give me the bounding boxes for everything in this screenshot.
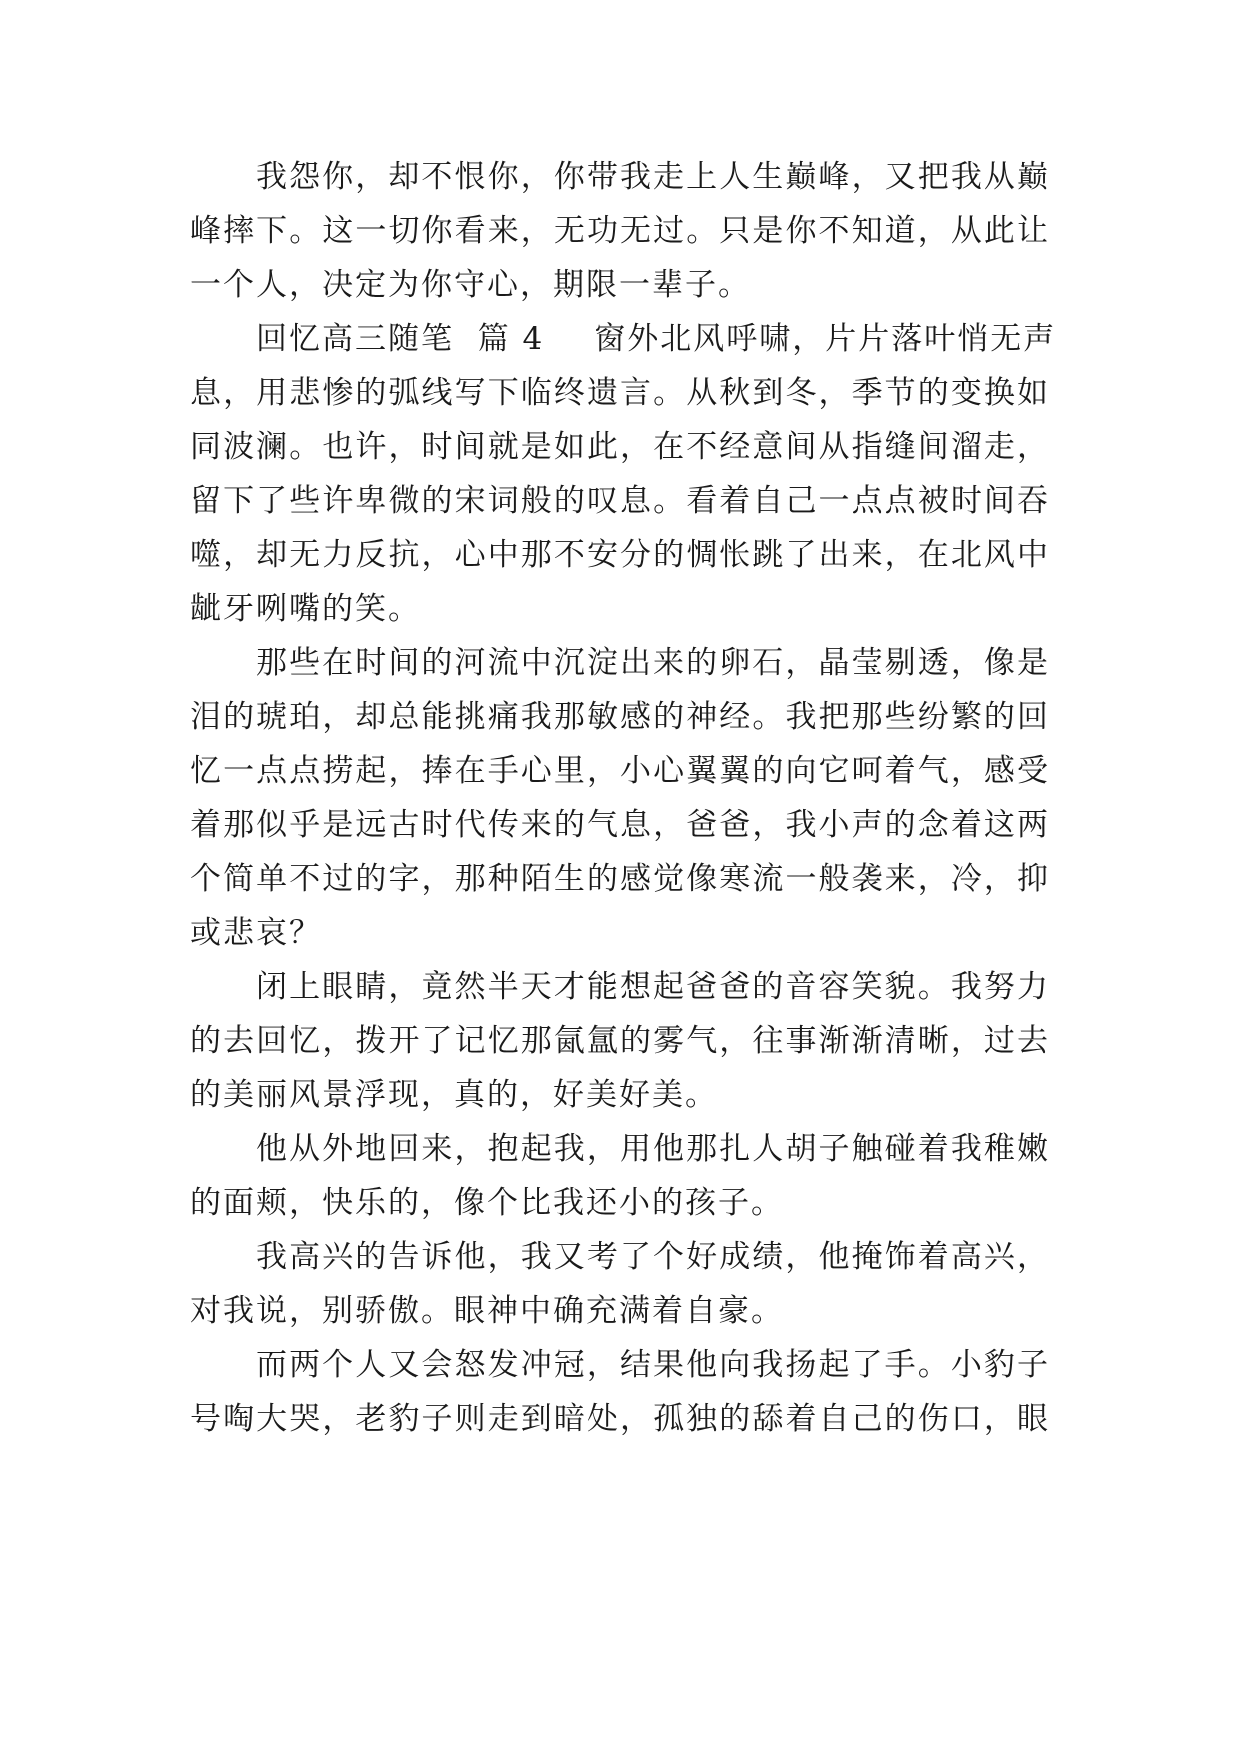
document-body — [190, 150, 1057, 1446]
paragraph-3 — [190, 636, 1050, 960]
text-line: 号啕大哭，老豹子则走到暗处，孤独的舔着自己的伤口，眼 — [190, 1401, 1050, 1437]
text-line: 留下了些许卑微的宋词般的叹息。看着自己一点点被时间吞 — [190, 483, 1050, 519]
text-line: 我怨你，却不恨你，你带我走上人生巅峰，又把我从巅 — [256, 159, 1050, 195]
text-line: 我高兴的告诉他，我又考了个好成绩，他掩饰着高兴， — [256, 1239, 1050, 1275]
text-line: 或悲哀？ — [190, 915, 322, 951]
text-line-inline: 窗外北风呼啸，片片落叶悄无声 — [594, 321, 1057, 357]
paragraph-6 — [190, 1230, 1050, 1338]
text-line: 同波澜。也许，时间就是如此，在不经意间从指缝间溜走， — [190, 429, 1050, 465]
text-line: 忆一点点捞起，捧在手心里，小心翼翼的向它呵着气，感受 — [190, 753, 1050, 789]
text-line: 而两个人又会怒发冲冠，结果他向我扬起了手。小豹子 — [256, 1347, 1050, 1383]
paragraph-7 — [190, 1338, 1050, 1446]
text-line: 息，用悲惨的弧线写下临终遗言。从秋到冬，季节的变换如 — [190, 375, 1050, 411]
text-line: 峰摔下。这一切你看来，无功无过。只是你不知道，从此让 — [190, 213, 1050, 249]
text-line — [190, 312, 1057, 366]
text-line: 着那似乎是远古时代传来的气息，爸爸，我小声的念着这两 — [190, 807, 1050, 843]
paragraph-1 — [190, 150, 1050, 312]
text-line: 对我说，别骄傲。眼神中确充满着自豪。 — [190, 1293, 784, 1329]
text-line: 泪的琥珀，却总能挑痛我那敏感的神经。我把那些纷繁的回 — [190, 699, 1050, 735]
text-line: 的去回忆，拨开了记忆那氤氲的雾气，往事渐渐清晰，过去 — [190, 1023, 1050, 1059]
text-line: 闭上眼睛，竟然半天才能想起爸爸的音容笑貌。我努力 — [256, 969, 1050, 1005]
text-line: 的美丽风景浮现，真的，好美好美。 — [190, 1077, 718, 1113]
text-line: 的面颊，快乐的，像个比我还小的孩子。 — [190, 1185, 784, 1221]
text-line: 个简单不过的字，那种陌生的感觉像寒流一般袭来，冷，抑 — [190, 861, 1050, 897]
paragraph-2 — [190, 312, 1057, 636]
text-line: 龇牙咧嘴的笑。 — [190, 591, 421, 627]
text-line: 噬，却无力反抗，心中那不安分的惆怅跳了出来，在北风中 — [190, 537, 1050, 573]
paragraph-4 — [190, 960, 1050, 1122]
section-heading: 回忆高三随笔 篇 4 — [256, 321, 545, 357]
text-line: 一个人，决定为你守心，期限一辈子。 — [190, 267, 751, 303]
paragraph-5 — [190, 1122, 1050, 1230]
text-line: 他从外地回来，抱起我，用他那扎人胡子触碰着我稚嫩 — [256, 1131, 1050, 1167]
text-line: 那些在时间的河流中沉淀出来的卵石，晶莹剔透，像是 — [256, 645, 1050, 681]
